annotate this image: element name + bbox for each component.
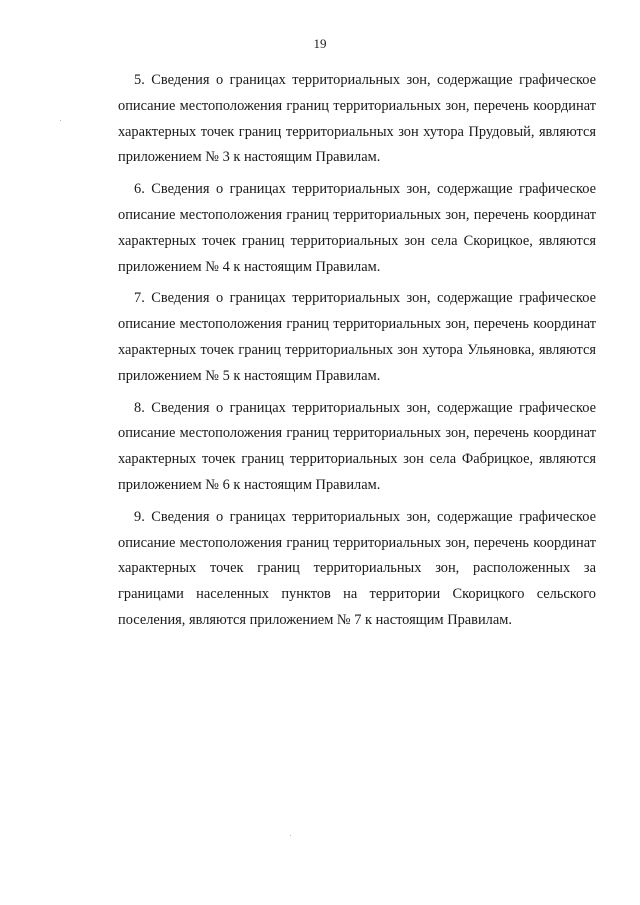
page-number: 19	[313, 36, 327, 51]
document-body	[118, 68, 596, 640]
paragraph-line: приложением № 3 к настоящим Правилам.	[118, 149, 381, 166]
paragraph-line: описание местоположения границ территориальных зон, перечень координат	[118, 425, 596, 442]
paragraph-line: 7. Сведения о границах территориальных зон, содержащие графическое	[134, 290, 596, 307]
paragraph-line: описание местоположения границ территориальных зон, перечень координат	[118, 534, 596, 551]
paragraph-8	[118, 396, 596, 499]
paragraph-5	[118, 68, 596, 171]
paragraph-line: приложением № 5 к настоящим Правилам.	[118, 367, 381, 384]
paragraph-line: характерных точек границ территориальных зон села Скорицкое, являются	[118, 232, 596, 249]
paragraph-line: описание местоположения границ территориальных зон, перечень координат	[118, 206, 596, 223]
paragraph-line: характерных точек границ территориальных зон хутора Ульяновка, являются	[118, 341, 596, 358]
paragraph-line: 8. Сведения о границах территориальных зон, содержащие графическое	[134, 399, 596, 416]
paragraph-line: 6. Сведения о границах территориальных зон, содержащие графическое	[134, 181, 596, 198]
paragraph-6	[118, 177, 596, 280]
paragraph-line: описание местоположения границ территориальных зон, перечень координат	[118, 97, 596, 114]
paragraph-line: границами населенных пунктов на территории Скорицкого сельского	[118, 586, 596, 603]
paragraph-line: описание местоположения границ территориальных зон, перечень координат	[118, 316, 596, 333]
paragraph-line: 5. Сведения о границах территориальных зон, содержащие графическое	[134, 72, 596, 88]
paragraph-line: приложением № 4 к настоящим Правилам.	[118, 258, 381, 275]
paragraph-line: приложением № 6 к настоящим Правилам.	[118, 476, 381, 493]
paragraph-line: характерных точек границ территориальных зон хутора Прудовый, являются	[118, 123, 596, 140]
paragraph-line: 9. Сведения о границах территориальных зон, содержащие графическое	[134, 508, 596, 525]
scan-speck	[60, 120, 61, 121]
paragraph-line: поселения, являются приложением № 7 к настоящим Правилам.	[118, 611, 512, 628]
paragraph-line: характерных точек границ территориальных зон села Фабрицкое, являются	[118, 451, 596, 468]
paragraph-7	[118, 286, 596, 389]
paragraph-line: характерных точек границ территориальных зон, расположенных за	[118, 560, 596, 577]
scan-speck	[290, 835, 291, 836]
paragraph-9	[118, 505, 596, 634]
